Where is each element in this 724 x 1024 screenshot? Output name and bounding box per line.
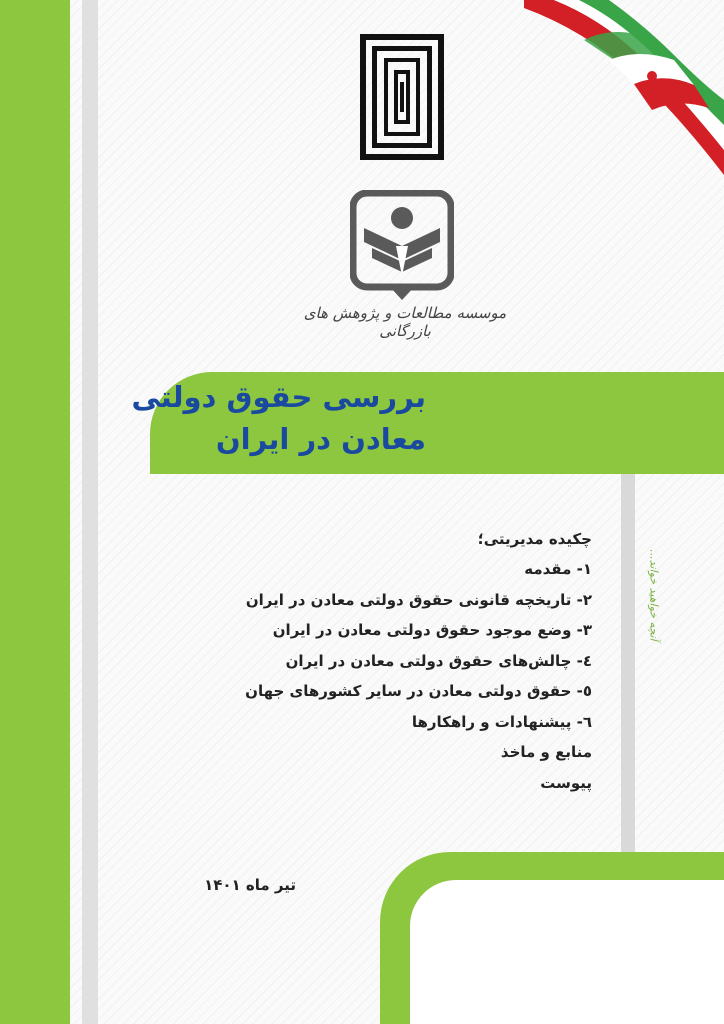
toc-item: منابع و ماخذ — [500, 743, 592, 761]
table-of-contents — [192, 524, 592, 798]
toc-item: ۱- مقدمه — [524, 560, 592, 578]
left-green-bar — [0, 0, 70, 1024]
iran-flag-ribbon-icon — [524, 0, 724, 190]
toc-item: ٤- چالش‌های حقوق دولتی معادن در ایران — [285, 651, 592, 670]
institute-logo-icon — [350, 190, 454, 302]
document-title-line-2: معادن در ایران — [215, 422, 426, 456]
slogan-text: آنچه خواهید خواند... — [647, 549, 661, 641]
bismillah-calligraphy-icon — [360, 34, 444, 160]
vertical-slogan — [644, 520, 664, 670]
right-grey-bar — [621, 474, 635, 854]
toc-heading: چکیده مدیریتی؛ — [477, 530, 592, 548]
toc-item: ٥- حقوق دولتی معادن در سایر کشورهای جهان — [245, 682, 592, 700]
toc-item: ٦- پیشنهادات و راهکارها — [411, 712, 592, 731]
toc-item: پیوست — [540, 773, 592, 792]
toc-item: ۲- تاریخچه قانونی حقوق دولتی معادن در ایران — [245, 590, 592, 609]
document-title-line-1: بررسی حقوق دولتی — [131, 380, 426, 414]
bottom-right-white-panel — [410, 880, 724, 1024]
publication-date: تیر ماه ۱۴۰۱ — [204, 876, 296, 894]
left-grey-bar — [82, 0, 98, 1024]
organization-name: موسسه مطالعات و پژوهش های بازرگانی — [303, 304, 507, 340]
toc-item: ۳- وضع موجود حقوق دولتی معادن در ایران — [272, 621, 592, 639]
